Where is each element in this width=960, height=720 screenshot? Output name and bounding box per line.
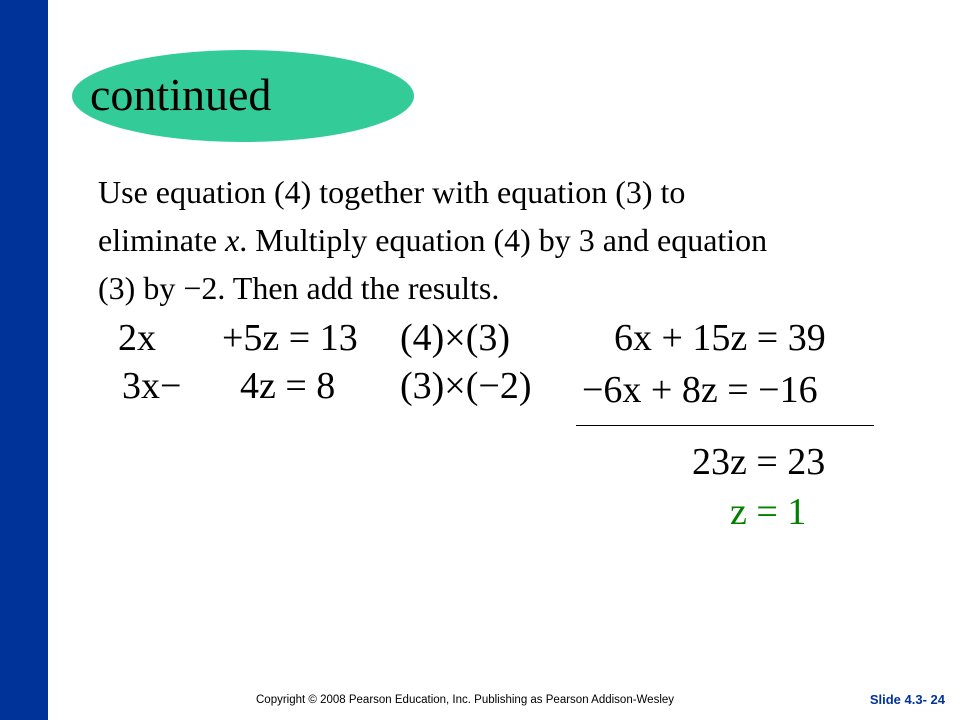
eq3-x-term: 3x− (122, 365, 182, 407)
eq3-z-term: 4z = 8 (240, 365, 336, 407)
eq4-x-term: 2x (118, 317, 156, 359)
slide-number: Slide 4.3- 24 (869, 692, 945, 707)
slide-title: continued (90, 69, 272, 120)
instruction-variable-x: x (225, 222, 240, 258)
instruction-line-2 (98, 216, 898, 264)
instruction-text (98, 168, 898, 312)
instruction-line-1: Use equation (4) together with equation (3) to (98, 174, 686, 210)
answer-equation: z = 1 (730, 491, 807, 533)
copyright-footer: Copyright © 2008 Pearson Education, Inc. Publishing as Pearson Addison-Wesley (256, 694, 675, 706)
eq3-operation: (3)×(−2) (400, 365, 532, 407)
instruction-line-2-end: . Multiply equation (4) by 3 and equation (239, 222, 768, 258)
instruction-line-3: (3) by −2. Then add the results. (98, 270, 500, 306)
multiplied-eq4: 6x + 15z = 39 (614, 317, 826, 359)
sidebar-bar (0, 0, 48, 720)
eq4-z-term: +5z = 13 (222, 317, 358, 359)
eq4-operation: (4)×(3) (400, 317, 511, 359)
instruction-line-2-start: eliminate (98, 222, 226, 258)
multiplied-eq3: −6x + 8z = −16 (582, 369, 818, 411)
sum-line (576, 425, 874, 426)
sum-equation: 23z = 23 (692, 441, 826, 483)
